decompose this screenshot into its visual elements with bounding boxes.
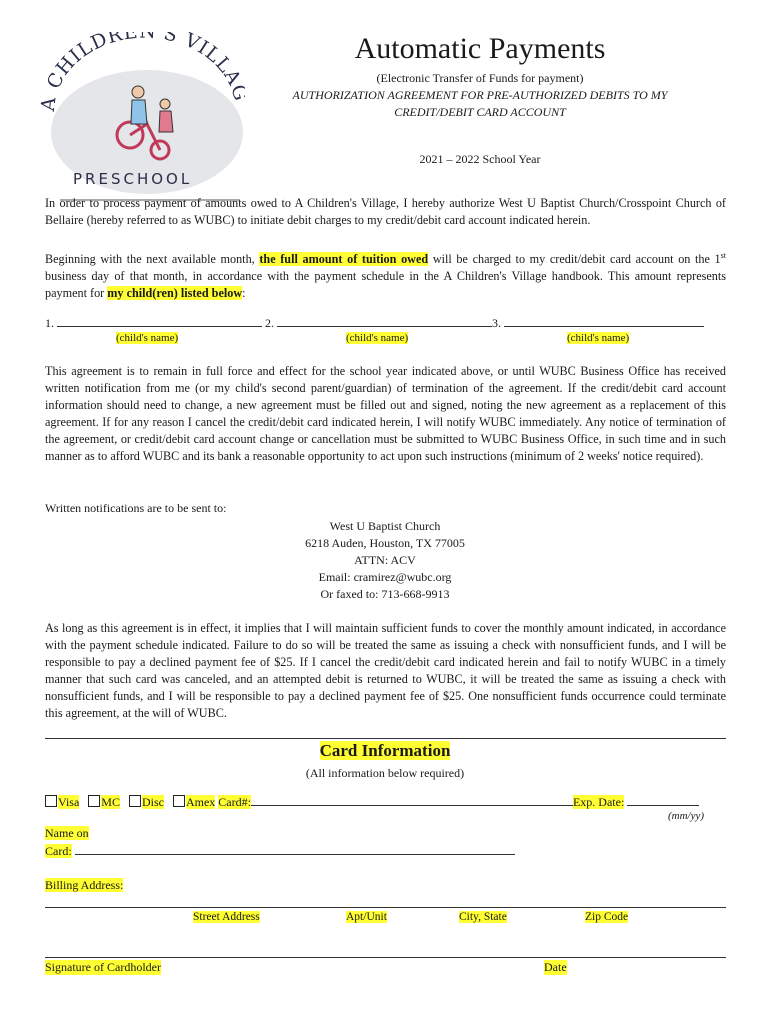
name-on-card-field[interactable] bbox=[75, 843, 515, 855]
logo-arc-text: A CHILDRE 'S VILLA bbox=[36, 32, 245, 113]
agreement-terms-paragraph: This agreement is to remain in full force and effect for the school year indicated above, or until WUBC Business Office has received written notification from me (or my child's second parent/guardian) of termination of the agreement. If the credit/debit card account information should need to change, a new agreement must be filled out and signed, noting the new agreement as a replacement of this agreement. If for any reason I cancel the credit/debit card indicated herein, I will notify WUBC immediately. Any notice of termination of the agreement, or credit/debit card account change or cancellation must be submitted to WUBC Business Office, in such time and in such manner as to afford WUBC and its bank a reasonable opportunity to act upon such instructions (minimum of 2 weeks' notice required). bbox=[45, 364, 726, 463]
children-listed-highlight: my child(ren) listed below bbox=[107, 286, 243, 301]
logo-bottom-text: PRESCHOOL bbox=[73, 170, 193, 188]
disc-label: Disc bbox=[141, 795, 164, 809]
card-number-label: Card#: bbox=[218, 795, 251, 809]
card-label: Card: bbox=[45, 844, 72, 858]
para2-text-d: business day of that month, in accordance with the payment schedule in the A Children's Village handbook. This amount represents payment for bbox=[45, 269, 726, 301]
address-line-fax: Or faxed to: 713-668-9913 bbox=[320, 587, 450, 601]
nonsufficient-funds-paragraph: As long as this agreement is in effect, it implies that I will maintain sufficient funds to cover the monthly amount indicated, in accordance with the payment schedule indicated. Failure to do so will be treated the same as issuing a check with nonsufficient funds, and I will be responsible to pay a declined payment fee of $25. If I cancel the credit/debit card indicated herein and fail to notify WUBC in a timely manner that such card was canceled, and an attempted debit is returned to WUBC, it will be treated the same as issuing a check with nonsufficient funds, and I will be responsible to pay a declined payment fee of $25. One nonsufficient funds occurrence could terminate this agreement, at the will of WUBC. bbox=[45, 621, 726, 720]
child-1-number: 1. bbox=[45, 316, 54, 330]
child-name-lines bbox=[45, 315, 726, 331]
billing-address-text: Billing Address: bbox=[45, 878, 124, 892]
child-1-label: (child's name) bbox=[116, 332, 179, 344]
amex-checkbox[interactable] bbox=[173, 795, 185, 807]
exp-date-format: (mm/yy) bbox=[668, 810, 705, 822]
amex-label: Amex bbox=[185, 795, 216, 809]
notification-intro: Written notifications are to be sent to: bbox=[45, 501, 227, 515]
payment-schedule-paragraph bbox=[45, 247, 726, 302]
zip-code-label: Zip Code bbox=[585, 911, 629, 923]
subtitle: (Electronic Transfer of Funds for payment) bbox=[376, 71, 584, 85]
mc-checkbox[interactable] bbox=[88, 795, 100, 807]
card-info-heading-text: Card Information bbox=[319, 741, 451, 760]
child-2-name-field[interactable] bbox=[277, 315, 492, 327]
visa-checkbox[interactable] bbox=[45, 795, 57, 807]
billing-address-field[interactable] bbox=[45, 907, 726, 908]
apt-unit-label: Apt/Unit bbox=[346, 911, 387, 923]
full-amount-highlight: the full amount of tuition owed bbox=[259, 252, 429, 267]
address-line-street: 6218 Auden, Houston, TX 77005 bbox=[305, 536, 465, 550]
visa-label: Visa bbox=[58, 795, 80, 809]
school-year: 2021 – 2022 School Year bbox=[419, 152, 541, 166]
page-title: Automatic Payments bbox=[354, 32, 606, 65]
exp-date-field[interactable] bbox=[627, 794, 699, 806]
para2-text-a: Beginning with the next available month, bbox=[45, 252, 260, 267]
date-label: Date bbox=[544, 960, 567, 974]
address-line-email: Email: cramirez@wubc.org bbox=[318, 570, 452, 584]
ordinal-suffix: st bbox=[720, 251, 726, 260]
exp-date-label: Exp. Date: bbox=[572, 795, 625, 809]
preschool-logo bbox=[35, 32, 245, 202]
child-3-name-field[interactable] bbox=[504, 315, 704, 327]
street-address-label: Street Address bbox=[193, 911, 260, 923]
authorization-paragraph: In order to process payment of amounts owed to A Children's Village, I hereby authorize West U Baptist Church/Crosspoint Church of Bellaire (hereby referred to as WUBC) to initiate debit charges to my credit/debit card account indicated herein. bbox=[45, 196, 726, 227]
child-2-label: (child's name) bbox=[346, 332, 409, 344]
signature-label: Signature of Cardholder bbox=[45, 960, 161, 974]
agreement-title-line1: AUTHORIZATION AGREEMENT FOR PRE-AUTHORIZED DEBITS TO MY bbox=[292, 88, 668, 102]
card-number-field[interactable] bbox=[251, 794, 573, 806]
para2-text-c: will be charged to my credit/debit card account on the 1 bbox=[428, 252, 721, 267]
city-state-label: City, State bbox=[459, 911, 507, 923]
child-1-name-field[interactable] bbox=[57, 315, 262, 327]
child-2-number: 2. bbox=[265, 316, 274, 330]
agreement-title-line2: CREDIT/DEBIT CARD ACCOUNT bbox=[394, 105, 566, 119]
child-3-number: 3. bbox=[492, 316, 501, 330]
para2-text-f: : bbox=[242, 286, 246, 301]
card-info-note: (All information below required) bbox=[305, 766, 465, 780]
disc-checkbox[interactable] bbox=[129, 795, 141, 807]
child-3-label: (child's name) bbox=[567, 332, 630, 344]
address-line-church: West U Baptist Church bbox=[329, 519, 441, 533]
name-on-card-label-line1 bbox=[45, 826, 89, 841]
signature-field[interactable] bbox=[45, 957, 726, 958]
mc-label: MC bbox=[101, 795, 120, 809]
section-divider bbox=[45, 738, 726, 739]
card-type-row bbox=[45, 794, 735, 810]
billing-address-label bbox=[45, 878, 123, 893]
name-on-card-row bbox=[45, 843, 515, 859]
address-line-attn: ATTN: ACV bbox=[354, 553, 416, 567]
card-info-heading bbox=[0, 741, 770, 761]
notification-address bbox=[0, 518, 770, 603]
name-on-text: Name on bbox=[45, 826, 89, 840]
